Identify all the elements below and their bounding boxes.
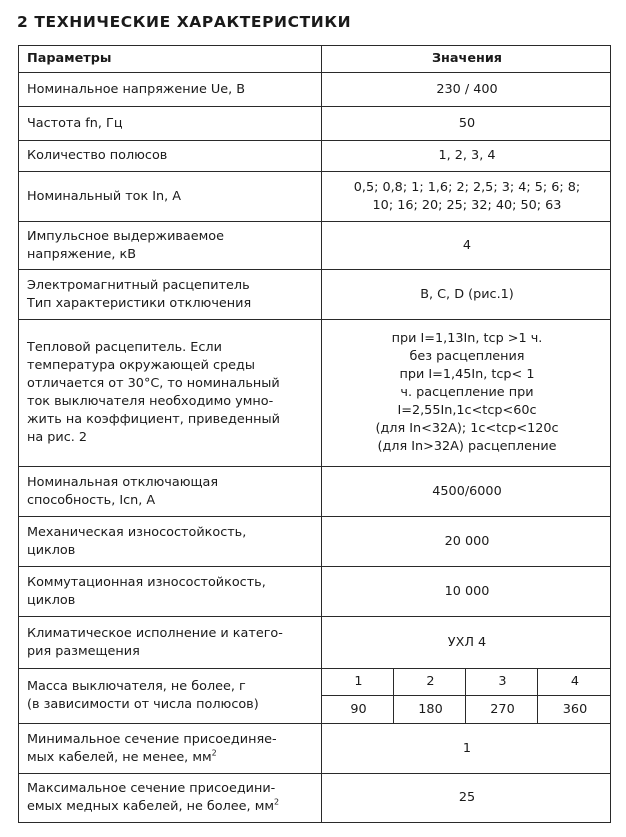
row-param: Импульсное выдерживаемое напряжение, кВ	[19, 222, 322, 270]
row-param: Тепловой расцепитель. Если температура окружающей среды отличается от 30°С, то номинальный ток выключателя необходимо умно- жить на коэффициент, приведенный на рис. 2	[19, 320, 322, 467]
table-row	[19, 172, 611, 222]
min-section-value: 1	[322, 724, 611, 774]
max-section-line1: Максимальное сечение присоедини-	[27, 781, 276, 796]
pole-count: 2	[394, 669, 466, 696]
row-value: 20 000	[322, 517, 611, 567]
max-section-value: 25	[322, 774, 611, 823]
table-row	[19, 774, 611, 823]
mass-value: 90	[322, 696, 394, 724]
table-row	[19, 517, 611, 567]
max-section-line2: емых медных кабелей, не более, мм	[27, 799, 274, 814]
pole-count: 1	[322, 669, 394, 696]
row-value: при I=1,13In, tср >1 ч. без расцепления при I=1,45In, tср< 1 ч. расцепление при I=2,55In,1с<tср<60с (для In<32A); 1с<tср<120с (для In>32A) расцепление	[322, 320, 611, 467]
pole-count: 3	[466, 669, 538, 696]
row-value: УХЛ 4	[322, 617, 611, 669]
min-section-line2: мых кабелей, не менее, мм	[27, 749, 212, 765]
table-header-row	[19, 46, 611, 73]
specs-table	[18, 45, 611, 823]
row-param: Электромагнитный расцепитель Тип характеристики отключения	[19, 270, 322, 320]
table-row	[19, 107, 611, 141]
table-row	[19, 141, 611, 172]
table-row	[19, 567, 611, 617]
mass-value: 270	[466, 696, 538, 724]
row-param: Механическая износостойкость, циклов	[19, 517, 322, 567]
max-section-sup: 2	[274, 797, 280, 807]
row-value: B, C, D (рис.1)	[322, 270, 611, 320]
max-section-param	[19, 774, 322, 823]
row-value: 0,5; 0,8; 1; 1,6; 2; 2,5; 3; 4; 5; 6; 8; 10; 16; 20; 25; 32; 40; 50; 63	[322, 172, 611, 222]
mass-param: Масса выключателя, не более, г (в зависимости от числа полюсов)	[19, 669, 322, 724]
row-param: Климатическое исполнение и катего- рия размещения	[19, 617, 322, 669]
mass-row-poles	[19, 669, 611, 696]
row-param: Номинальное напряжение Ue, В	[19, 73, 322, 107]
row-param: Коммутационная износостойкость, циклов	[19, 567, 322, 617]
row-value: 1, 2, 3, 4	[322, 141, 611, 172]
mass-value: 180	[394, 696, 466, 724]
row-param: Количество полюсов	[19, 141, 322, 172]
table-row	[19, 270, 611, 320]
row-param: Номинальный ток In, A	[19, 172, 322, 222]
header-parameters: Параметры	[19, 46, 322, 73]
table-row	[19, 467, 611, 517]
mass-value: 360	[538, 696, 611, 724]
row-param: Номинальная отключающая способность, Icn, A	[19, 467, 322, 517]
table-row	[19, 73, 611, 107]
min-section-sup: 2	[211, 748, 217, 758]
pole-count: 4	[538, 669, 611, 696]
table-row	[19, 617, 611, 669]
min-section-param	[19, 724, 322, 774]
row-param: Частота fn, Гц	[19, 107, 322, 141]
row-value: 230 / 400	[322, 73, 611, 107]
row-value: 50	[322, 107, 611, 141]
min-section-line1: Минимальное сечение присоединяе-	[27, 731, 277, 747]
row-value: 4	[322, 222, 611, 270]
section-title: 2 ТЕХНИЧЕСКИЕ ХАРАКТЕРИСТИКИ	[17, 13, 352, 31]
row-value: 4500/6000	[322, 467, 611, 517]
header-values: Значения	[322, 46, 611, 73]
table-row	[19, 320, 611, 467]
table-row	[19, 724, 611, 774]
table-row	[19, 222, 611, 270]
row-value: 10 000	[322, 567, 611, 617]
